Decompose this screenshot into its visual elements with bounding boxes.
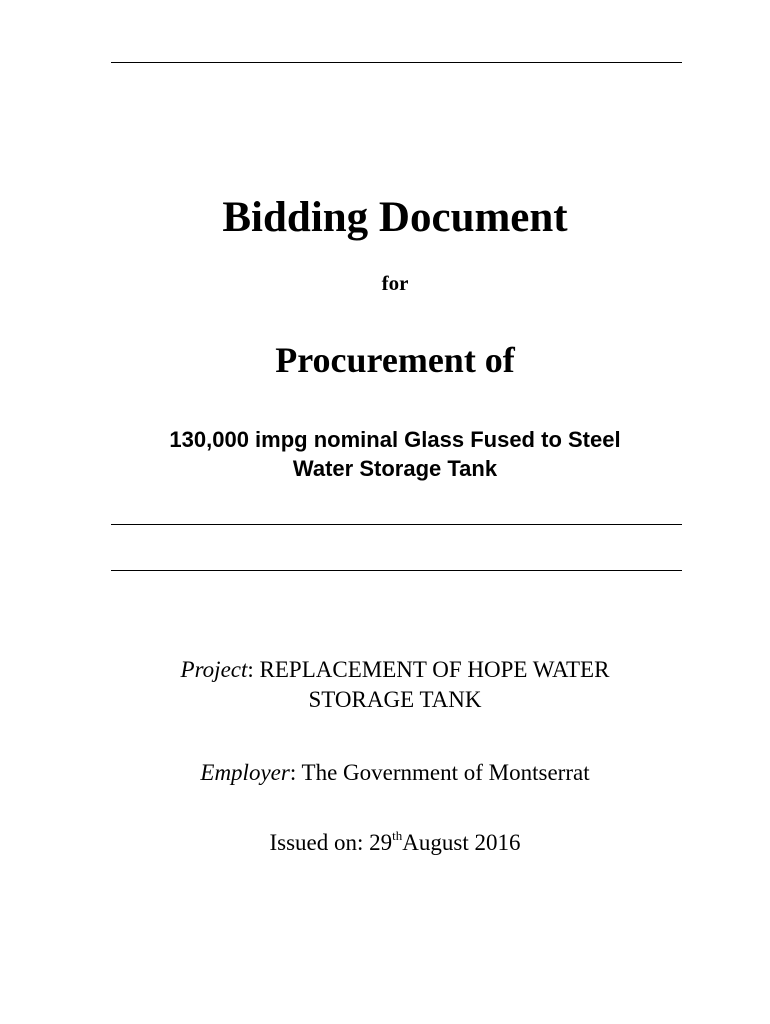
issue-date bbox=[10, 828, 770, 858]
issued-day-suffix: th bbox=[392, 828, 403, 843]
project-value-line-1: REPLACEMENT OF HOPE WATER bbox=[253, 657, 610, 682]
project-line-1 bbox=[10, 655, 770, 685]
project-value-line-2: STORAGE TANK bbox=[308, 687, 482, 712]
for-label: for bbox=[381, 271, 409, 295]
project-info bbox=[10, 655, 770, 715]
middle-rule-1 bbox=[111, 524, 682, 525]
middle-rule-2 bbox=[111, 570, 682, 571]
issued-day: 29 bbox=[369, 830, 393, 855]
subject-line-2: Water Storage Tank bbox=[292, 456, 498, 481]
issued-label: Issued on: bbox=[269, 830, 370, 855]
project-separator: : bbox=[247, 657, 254, 682]
procurement-subject bbox=[10, 425, 770, 483]
subject-line-1: 130,000 impg nominal Glass Fused to Steel bbox=[169, 427, 621, 452]
document-title: Bidding Document bbox=[222, 194, 568, 241]
employer-label: Employer bbox=[200, 760, 290, 785]
top-rule bbox=[111, 62, 682, 63]
issued-month-year: August 2016 bbox=[402, 830, 521, 855]
employer-separator: : bbox=[289, 760, 297, 785]
project-label: Project bbox=[180, 657, 248, 682]
employer-info bbox=[10, 758, 770, 788]
procurement-heading: Procurement of bbox=[275, 340, 515, 380]
employer-value: The Government of Montserrat bbox=[296, 760, 590, 785]
